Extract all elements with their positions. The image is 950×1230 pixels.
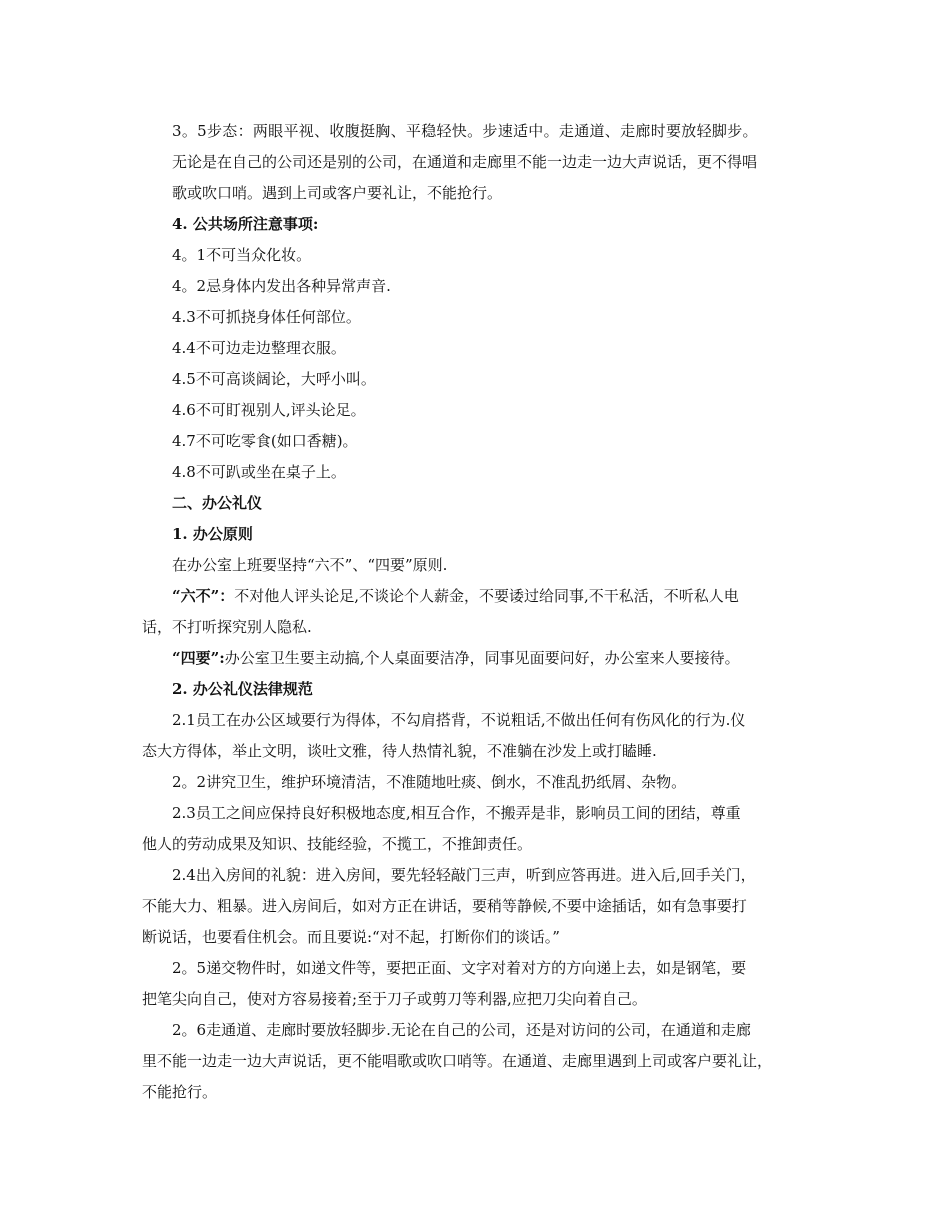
text-line-six-nots-2: 话，不打听探究别人隐私. (142, 618, 312, 636)
subheading-office-principles: 1. 办公原则 (172, 525, 253, 543)
four-musts-description: 办公室卫生要主动搞,个人桌面要洁净，同事见面要问好，办公室来人要接待。 (224, 649, 740, 667)
document-body (142, 116, 812, 1108)
text-line-four-musts (142, 643, 812, 674)
term-four-musts: “四要”: (172, 649, 225, 667)
section-heading-4-public-places: 4. 公共场所注意事项: (172, 215, 319, 233)
six-nots-description: 不对他人评头论足,不谈论个人薪金，不要诿过给同事,不干私活，不听私人电 (234, 587, 739, 605)
list-item-4-8: 4.8不可趴或坐在桌子上。 (172, 463, 346, 481)
list-item-4-5: 4.5不可高谈阔论，大呼小叫。 (172, 370, 376, 388)
list-item-4-1: 4。1不可当众化妆。 (172, 246, 312, 264)
text-line-2-4-b: 不能大力、粗暴。进入房间后，如对方正在讲话，要稍等静候,不要中途插话，如有急事要打 (142, 897, 747, 915)
text-line-2-6-a: 2。6走通道、走廊时要放轻脚步.无论在自己的公司，还是对访问的公司，在通道和走廊 (172, 1021, 751, 1039)
text-line-principles-intro: 在办公室上班要坚持“六不”、“四要”原则. (172, 556, 448, 574)
term-six-nots: “六不”： (172, 587, 235, 605)
text-line-corridor-2: 歌或吹口哨。遇到上司或客户要礼让，不能抢行。 (172, 184, 503, 202)
section-heading-office-etiquette: 二、办公礼仪 (172, 494, 263, 512)
text-line-2-3-a: 2.3员工之间应保持良好积极地态度,相互合作，不搬弄是非，影响员工间的团结，尊重 (172, 804, 741, 822)
list-item-4-3: 4.3不可抓挠身体任何部位。 (172, 308, 361, 326)
text-line-2-2: 2。2讲究卫生，维护环境清洁，不准随地吐痰、倒水，不准乱扔纸屑、杂物。 (172, 773, 687, 791)
text-line-2-1-a: 2.1员工在办公区域要行为得体，不勾肩搭背，不说粗话,不做出任何有伤风化的行为.仪 (172, 711, 746, 729)
text-line-2-5-b: 把笔尖向自己，使对方容易接着;至于刀子或剪刀等利器,应把刀尖向着自己。 (142, 990, 647, 1008)
text-line-2-6-b: 里不能一边走一边大声说话，更不能唱歌或吹口哨等。在通道、走廊里遇到上司或客户要礼让， (142, 1052, 773, 1070)
text-line-six-nots-1 (142, 581, 812, 612)
list-item-4-7: 4.7不可吃零食(如口香糖)。 (172, 432, 358, 450)
list-item-4-2: 4。2忌身体内发出各种异常声音. (172, 277, 391, 295)
text-line-2-4-c: 断说话，也要看住机会。而且要说:“对不起，打断你们的谈话。” (142, 928, 560, 946)
list-item-4-6: 4.6不可盯视别人,评头论足。 (172, 401, 366, 419)
subheading-office-rules: 2. 办公礼仪法律规范 (172, 680, 313, 698)
text-line-2-4-a: 2.4出入房间的礼貌：进入房间，要先轻轻敲门三声，听到应答再进。进入后,回手关门， (172, 866, 756, 884)
text-line-corridor-1: 无论是在自己的公司还是别的公司，在通道和走廊里不能一边走一边大声说话，更不得唱 (172, 153, 758, 171)
text-line-2-6-c: 不能抢行。 (142, 1083, 218, 1101)
text-line-2-3-b: 他人的劳动成果及知识、技能经验，不揽工，不推卸责任。 (142, 835, 533, 853)
list-item-4-4: 4.4不可边走边整理衣服。 (172, 339, 346, 357)
text-line-2-5-a: 2。5递交物件时，如递文件等，要把正面、文字对着对方的方向递上去，如是钢笔，要 (172, 959, 747, 977)
text-line-3-5-gait: 3。5步态：两眼平视、收腹挺胸、平稳轻快。步速适中。走通道、走廊时要放轻脚步。 (172, 122, 758, 140)
text-line-2-1-b: 态大方得体，举止文明，谈吐文雅，待人热情礼貌，不准躺在沙发上或打瞌睡. (142, 742, 657, 760)
